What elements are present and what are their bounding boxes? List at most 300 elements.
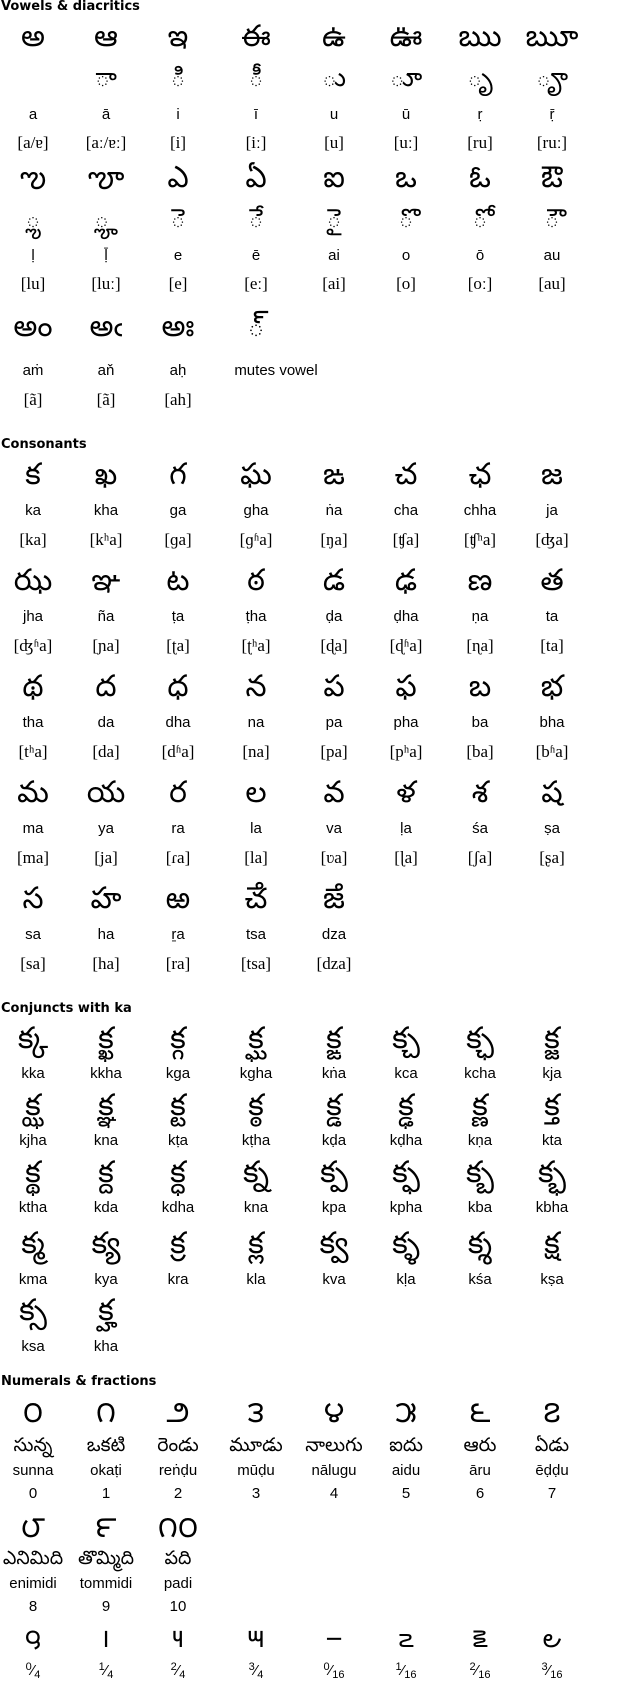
vowel-letter: ౡ	[87, 160, 125, 195]
vowel-letter: ఒ	[395, 160, 417, 195]
conjunct-letter: క్ణ	[472, 1088, 488, 1123]
vowel-ipa: [o]	[396, 274, 416, 293]
conjunct-latin: kcha	[464, 1065, 496, 1082]
consonant-ipa: [ja]	[94, 848, 118, 867]
consonant-ipa: [ta]	[540, 636, 564, 655]
vowel-ipa: [ã]	[23, 390, 43, 409]
numeral-value: 6	[475, 1485, 485, 1502]
consonant-ipa: [ʧa]	[392, 530, 420, 549]
fraction-denominator: 4	[34, 1669, 41, 1681]
conjunct-latin: kbha	[535, 1199, 569, 1216]
vowel-letter: ఌ	[19, 160, 47, 195]
numeral-value: 2	[173, 1485, 183, 1502]
numeral-digit: ౨	[166, 1395, 190, 1430]
fraction-numerator: 3	[541, 1661, 548, 1673]
consonant-latin: ña	[97, 608, 115, 625]
consonant-ipa: [pʰa]	[389, 742, 423, 761]
vowel-sign: ◌ొ	[398, 204, 414, 234]
vowel-ipa: [au]	[538, 274, 566, 293]
vowel-ipa: [oː]	[467, 274, 493, 293]
vowel-letter: ఉ	[322, 19, 346, 54]
vowel-latin: aḥ	[169, 362, 187, 379]
numeral-latin: reṅḍu	[158, 1462, 198, 1479]
fraction-label: $^1⁄_{16}$	[395, 1661, 417, 1681]
vowel-latin: au	[543, 247, 561, 264]
consonant-ipa: [ʂa]	[539, 848, 565, 867]
vowel-sign: ◌ౄ	[535, 63, 569, 93]
consonant-letter: ప	[323, 669, 345, 704]
fraction-label: $^3⁄_4$	[248, 1661, 264, 1681]
vowel-latin: ī	[253, 106, 259, 123]
conjunct-letter: క్థ	[25, 1155, 41, 1190]
conjunct-latin: kka	[21, 1065, 45, 1082]
numeral-value: 4	[329, 1485, 339, 1502]
conjunct-letter: క్ఖ	[98, 1021, 114, 1056]
numeral-word: పది	[164, 1547, 192, 1569]
conjunct-letter: క్స	[19, 1293, 47, 1328]
conjunct-latin: kpha	[389, 1199, 423, 1216]
vowel-letter: అః	[161, 309, 195, 344]
fraction-label: $^1⁄_4$	[98, 1661, 114, 1681]
conjunct-letter: క్బ	[465, 1155, 495, 1190]
fraction-label: $^0⁄_4$	[25, 1661, 41, 1681]
consonant-latin: tha	[22, 714, 44, 731]
consonant-latin: ma	[22, 820, 44, 837]
numeral-value: 3	[251, 1485, 261, 1502]
fraction-denominator: 4	[179, 1669, 186, 1681]
fraction-label: $^2⁄_4$	[170, 1661, 186, 1681]
vowel-sign: ◌ూ	[389, 63, 423, 93]
consonant-ipa: [la]	[244, 848, 268, 867]
conjunct-latin: kḍha	[389, 1132, 423, 1149]
consonant-latin: dha	[165, 714, 191, 731]
conjunct-latin: kba	[467, 1199, 493, 1216]
conjunct-latin: kra	[167, 1271, 189, 1288]
consonant-letter: ౙ	[323, 881, 345, 916]
vowel-ipa: [i]	[169, 133, 187, 152]
vowel-latin: a	[28, 106, 38, 123]
consonant-letter: ట	[166, 563, 190, 598]
conjunct-letter: క్ఝ	[25, 1088, 41, 1123]
consonant-letter: ధ	[167, 669, 189, 704]
consonant-ipa: [ʧʰa]	[463, 530, 497, 549]
consonant-ipa: [kʰa]	[89, 530, 123, 549]
vowel-letter: ౠ	[525, 19, 579, 54]
consonant-latin: ha	[97, 926, 115, 943]
consonant-latin: la	[250, 820, 262, 837]
consonants-heading: Consonants	[1, 437, 87, 452]
virama-note: mutes vowel	[234, 362, 318, 379]
consonant-letter: ద	[95, 669, 117, 704]
consonant-latin: sa	[25, 926, 41, 943]
consonant-latin: dza	[321, 926, 347, 943]
numeral-word: సున్న	[13, 1434, 53, 1456]
conjunct-latin: kjha	[19, 1132, 47, 1149]
consonant-letter: య	[86, 775, 126, 810]
consonant-ipa: [dʱa]	[161, 742, 195, 761]
consonant-latin: ṇa	[471, 608, 489, 625]
fraction-denominator: 4	[257, 1669, 264, 1681]
vowel-latin: i	[176, 106, 180, 123]
consonant-letter: ఛ	[468, 457, 492, 492]
vowel-letter: ఐ	[323, 160, 345, 195]
vowel-latin: ḷ	[31, 247, 35, 264]
vowel-letter: ఎ	[167, 160, 189, 195]
vowel-sign: ◌ౌ	[544, 204, 560, 234]
consonant-latin: chha	[463, 502, 497, 519]
consonant-letter: ఝ	[13, 563, 53, 598]
fraction-symbol: ౸	[24, 1624, 42, 1654]
numeral-value: 10	[169, 1598, 187, 1615]
numeral-digit: ౫	[395, 1395, 417, 1430]
conjunct-latin: kha	[93, 1338, 119, 1355]
fraction-symbol: ౾	[472, 1624, 488, 1654]
consonant-ipa: [ɡʱa]	[239, 530, 273, 549]
consonant-letter: ళ	[396, 775, 416, 810]
numeral-value: 1	[101, 1485, 111, 1502]
conjunct-letter: క్న	[242, 1155, 270, 1190]
vowel-ipa: [u]	[324, 133, 344, 152]
numeral-word: ఐదు	[389, 1434, 423, 1456]
numeral-word: రెండు	[157, 1434, 199, 1456]
conjunct-latin: kṭha	[241, 1132, 271, 1149]
vowel-letter: ఔ	[541, 160, 563, 195]
consonant-letter: ఱ	[165, 881, 191, 916]
consonant-ipa: [ɲa]	[92, 636, 120, 655]
consonant-letter: థ	[22, 669, 44, 704]
numeral-word: నాలుగు	[305, 1434, 363, 1456]
conjunct-letter: క్ఘ	[248, 1021, 264, 1056]
consonant-letter: ణ	[467, 563, 493, 598]
conjunct-letter: క్డ	[326, 1088, 342, 1123]
conjunct-letter: క్ద	[98, 1155, 114, 1190]
vowel-latin: aň	[97, 362, 115, 379]
consonant-latin: ṣa	[544, 820, 560, 837]
numeral-word: ఎనిమిది	[2, 1547, 64, 1569]
conjunct-latin: ksa	[21, 1338, 45, 1355]
vowel-sign: ◌ె	[170, 204, 186, 234]
conjunct-letter: క్ప	[320, 1155, 348, 1190]
vowel-ipa: [ruː]	[536, 133, 568, 152]
numeral-digit: ౧	[96, 1395, 116, 1430]
vowel-latin: ū	[401, 106, 411, 123]
numeral-latin: tommidi	[79, 1575, 133, 1592]
numeral-word: ఏడు	[534, 1434, 570, 1456]
vowel-ipa: [ru]	[467, 133, 493, 152]
consonant-latin: ra	[171, 820, 185, 837]
vowel-latin: e	[173, 247, 183, 264]
consonant-latin: cha	[393, 502, 419, 519]
consonant-latin: gha	[243, 502, 269, 519]
consonant-latin: ṅa	[325, 502, 343, 519]
consonant-ipa: [tʰa]	[18, 742, 48, 761]
conjunct-latin: kja	[542, 1065, 562, 1082]
consonant-latin: ta	[545, 608, 559, 625]
numeral-latin: padi	[163, 1575, 193, 1592]
vowel-letter: ఋ	[458, 19, 502, 54]
vowel-ipa: [uː]	[393, 133, 419, 152]
vowels-heading: Vowels & diacritics	[1, 0, 140, 14]
conjunct-letter: క్క	[17, 1021, 49, 1056]
conjunct-letter: క్హ	[98, 1293, 114, 1328]
consonant-latin: va	[326, 820, 342, 837]
vowel-sign: ◌ు	[321, 63, 347, 93]
numeral-word: ఒకటి	[86, 1434, 126, 1456]
vowel-letter: ఏ	[245, 160, 267, 195]
consonant-letter: చ	[394, 457, 418, 492]
virama-sign: ◌్	[247, 309, 265, 344]
consonant-latin: ga	[169, 502, 187, 519]
fraction-label: $^3⁄_{16}$	[541, 1661, 563, 1681]
vowel-letter: అఁ	[89, 309, 123, 344]
consonant-letter: ఫ	[395, 669, 417, 704]
consonant-letter: స	[22, 881, 44, 916]
numeral-digit: ౩	[247, 1395, 265, 1430]
consonant-ipa: [ʤa]	[535, 530, 569, 549]
vowel-ipa: [ai]	[322, 274, 346, 293]
consonant-letter: త	[540, 563, 564, 598]
fraction-label: $^0⁄_{16}$	[323, 1661, 345, 1681]
conjunct-latin: kḍa	[321, 1132, 347, 1149]
consonant-letter: ర	[169, 775, 187, 810]
conjunct-letter: క్ఛ	[466, 1021, 494, 1056]
fraction-symbol: ౿	[542, 1624, 562, 1654]
consonant-ipa: [pa]	[320, 742, 348, 761]
fraction-denominator: 16	[404, 1669, 417, 1681]
conjunct-latin: kṣa	[540, 1271, 564, 1288]
vowel-sign: ◌ీ	[248, 63, 264, 93]
consonant-latin: ḍha	[393, 608, 419, 625]
numeral-latin: nālugu	[311, 1462, 357, 1479]
consonant-latin: ḍa	[325, 608, 343, 625]
consonant-letter: ష	[541, 775, 563, 810]
conjunct-letter: క్ర	[170, 1226, 186, 1261]
vowel-latin: ē	[251, 247, 261, 264]
fraction-numerator: 2	[170, 1661, 177, 1673]
consonant-ipa: [sa]	[20, 954, 46, 973]
consonant-letter: న	[245, 669, 267, 704]
conjunct-letter: క్శ	[467, 1226, 493, 1261]
consonant-ipa: [ʤʱa]	[13, 636, 53, 655]
vowel-latin: ṛ	[477, 106, 483, 123]
vowel-letter: ఈ	[241, 19, 271, 54]
consonant-letter: ఖ	[94, 457, 118, 492]
numeral-word: మూడు	[229, 1434, 283, 1456]
vowel-ipa: [luː]	[91, 274, 121, 293]
consonant-letter: జ	[541, 457, 563, 492]
conjunct-letter: క్ఞ	[98, 1088, 114, 1123]
consonant-latin: ṭa	[171, 608, 185, 625]
conjunct-letter: క్ట	[170, 1088, 186, 1123]
numeral-latin: aidu	[391, 1462, 421, 1479]
consonant-latin: ya	[98, 820, 114, 837]
consonant-letter: గ	[169, 457, 187, 492]
vowel-letter: అ	[21, 19, 45, 54]
vowel-sign: ◌ే	[248, 204, 264, 234]
consonant-ipa: [ha]	[92, 954, 120, 973]
consonant-letter: క	[25, 457, 41, 492]
numeral-value: 7	[547, 1485, 557, 1502]
fraction-symbol: ౼	[326, 1624, 342, 1654]
numeral-digit: ౮	[20, 1510, 46, 1545]
fraction-denominator: 16	[550, 1669, 563, 1681]
conjunct-latin: kpa	[321, 1199, 347, 1216]
conjunct-latin: kṭa	[167, 1132, 189, 1149]
fraction-numerator: 0	[25, 1661, 32, 1673]
vowel-ipa: [aː/ɐː]	[85, 133, 127, 152]
consonant-latin: tsa	[245, 926, 267, 943]
fraction-denominator: 4	[107, 1669, 114, 1681]
fraction-numerator: 2	[469, 1661, 476, 1673]
consonant-latin: pha	[393, 714, 419, 731]
numeral-word: ఆరు	[463, 1434, 497, 1456]
numeral-digit: ౪	[323, 1395, 345, 1430]
vowel-ipa: [lu]	[20, 274, 46, 293]
fraction-symbol: ౹	[102, 1624, 110, 1654]
vowel-latin: ḹ	[104, 247, 108, 264]
consonant-latin: kha	[93, 502, 119, 519]
consonant-ipa: [ɭa]	[394, 848, 418, 867]
vowel-sign: ◌ా	[95, 63, 117, 93]
consonant-ipa: [tsa]	[240, 954, 272, 973]
conjunct-letter: క్ఢ	[398, 1088, 414, 1123]
conjuncts-heading: Conjuncts with ka	[1, 1001, 132, 1016]
conjunct-latin: kda	[93, 1199, 119, 1216]
numeral-digit: ౯	[95, 1510, 117, 1545]
consonant-letter: ౘ	[244, 881, 268, 916]
consonant-ipa: [ma]	[16, 848, 50, 867]
consonant-latin: pa	[325, 714, 343, 731]
numeral-word: తొమ్మిది	[77, 1547, 135, 1569]
conjunct-latin: kca	[394, 1065, 418, 1082]
vowel-ipa: [e]	[168, 274, 188, 293]
conjunct-letter: క్భ	[537, 1155, 567, 1190]
conjunct-latin: kḷa	[396, 1271, 416, 1288]
conjunct-latin: kṅa	[321, 1065, 347, 1082]
consonant-ipa: [ba]	[466, 742, 494, 761]
numeral-value: 5	[401, 1485, 411, 1502]
consonant-letter: ఠ	[247, 563, 265, 598]
vowel-letter: ఆ	[94, 19, 118, 54]
consonant-letter: ల	[245, 775, 267, 810]
conjunct-latin: kkha	[90, 1065, 122, 1082]
conjunct-letter: క్ష	[544, 1226, 560, 1261]
conjunct-letter: క్ధ	[170, 1155, 186, 1190]
conjunct-letter: క్ఙ	[326, 1021, 342, 1056]
consonant-latin: ja	[546, 502, 558, 519]
vowel-letter: ఇ	[167, 19, 189, 54]
vowel-ipa: [eː]	[244, 274, 268, 293]
consonant-ipa: [ɡa]	[164, 530, 192, 549]
consonant-ipa: [ɳa]	[466, 636, 494, 655]
conjunct-latin: kna	[243, 1199, 269, 1216]
conjunct-latin: kdha	[161, 1199, 195, 1216]
numeral-value: 8	[28, 1598, 38, 1615]
vowel-ipa: [a/ɐ]	[17, 133, 49, 152]
consonant-letter: హ	[90, 881, 122, 916]
conjunct-latin: kta	[541, 1132, 563, 1149]
vowel-latin: aṁ	[22, 362, 44, 379]
conjunct-latin: kga	[165, 1065, 191, 1082]
vowel-latin: o	[401, 247, 411, 264]
consonant-ipa: [na]	[242, 742, 270, 761]
vowel-latin: ai	[328, 247, 340, 264]
conjunct-letter: క్మ	[21, 1226, 45, 1261]
consonant-latin: ṭha	[245, 608, 267, 625]
conjunct-latin: kśa	[468, 1271, 492, 1288]
numeral-latin: enimidi	[9, 1575, 57, 1592]
numeral-latin: sunna	[12, 1462, 54, 1479]
consonant-latin: ḷa	[400, 820, 412, 837]
fraction-symbol: ౻	[246, 1624, 266, 1654]
consonant-latin: ba	[471, 714, 489, 731]
fraction-denominator: 16	[478, 1669, 491, 1681]
consonant-latin: ka	[25, 502, 41, 519]
numeral-digit: ౦	[22, 1395, 44, 1430]
consonant-ipa: [ɾa]	[165, 848, 191, 867]
consonant-latin: śa	[472, 820, 488, 837]
numeral-latin: āru	[469, 1462, 491, 1479]
consonant-ipa: [da]	[92, 742, 120, 761]
consonant-ipa: [ɖʱa]	[389, 636, 423, 655]
fraction-symbol: ౺	[171, 1624, 185, 1654]
consonant-latin: bha	[539, 714, 565, 731]
fraction-numerator: 0	[323, 1661, 330, 1673]
conjunct-letter: క్ల	[248, 1226, 264, 1261]
vowel-latin: ṝ	[549, 106, 555, 123]
consonant-letter: వ	[323, 775, 345, 810]
conjunct-letter: క్చ	[392, 1021, 420, 1056]
vowel-latin: ā	[101, 106, 111, 123]
numeral-digit: ౭	[543, 1395, 561, 1430]
conjunct-latin: kma	[18, 1271, 48, 1288]
consonant-letter: ఞ	[91, 563, 121, 598]
consonant-ipa: [ka]	[19, 530, 47, 549]
consonant-ipa: [ʈa]	[166, 636, 190, 655]
numeral-latin: mūḍu	[237, 1462, 275, 1479]
conjunct-latin: kva	[322, 1271, 346, 1288]
vowel-ipa: [ah]	[164, 390, 192, 409]
numeral-digit: ౧౦	[157, 1510, 199, 1545]
consonant-letter: ఘ	[240, 457, 272, 492]
vowel-letter: అం	[13, 309, 53, 344]
consonant-ipa: [ʈʰa]	[241, 636, 271, 655]
numeral-value: 0	[28, 1485, 38, 1502]
consonant-letter: బ	[468, 669, 492, 704]
conjunct-letter: క్వ	[319, 1226, 349, 1261]
consonant-ipa: [ʋa]	[320, 848, 348, 867]
consonant-ipa: [ra]	[165, 954, 191, 973]
conjunct-letter: క్ళ	[392, 1226, 420, 1261]
vowel-sign: ◌ృ	[467, 63, 493, 93]
vowel-sign: ◌ో	[472, 204, 488, 234]
consonant-ipa: [ɖa]	[320, 636, 348, 655]
fraction-numerator: 3	[248, 1661, 255, 1673]
consonant-letter: భ	[540, 669, 564, 704]
vowel-latin: ō	[475, 247, 485, 264]
consonant-letter: ఙ	[323, 457, 345, 492]
consonant-letter: డ	[322, 563, 346, 598]
vowel-ipa: [ã]	[96, 390, 116, 409]
conjunct-latin: kṇa	[467, 1132, 493, 1149]
conjunct-letter: క్జ	[544, 1021, 560, 1056]
consonant-ipa: [ŋa]	[320, 530, 348, 549]
consonant-ipa: [dza]	[316, 954, 352, 973]
conjunct-letter: క్త	[544, 1088, 560, 1123]
vowel-sign: ◌ౣ	[94, 204, 118, 234]
conjunct-latin: kla	[246, 1271, 266, 1288]
vowel-sign: ◌ి	[170, 63, 186, 93]
